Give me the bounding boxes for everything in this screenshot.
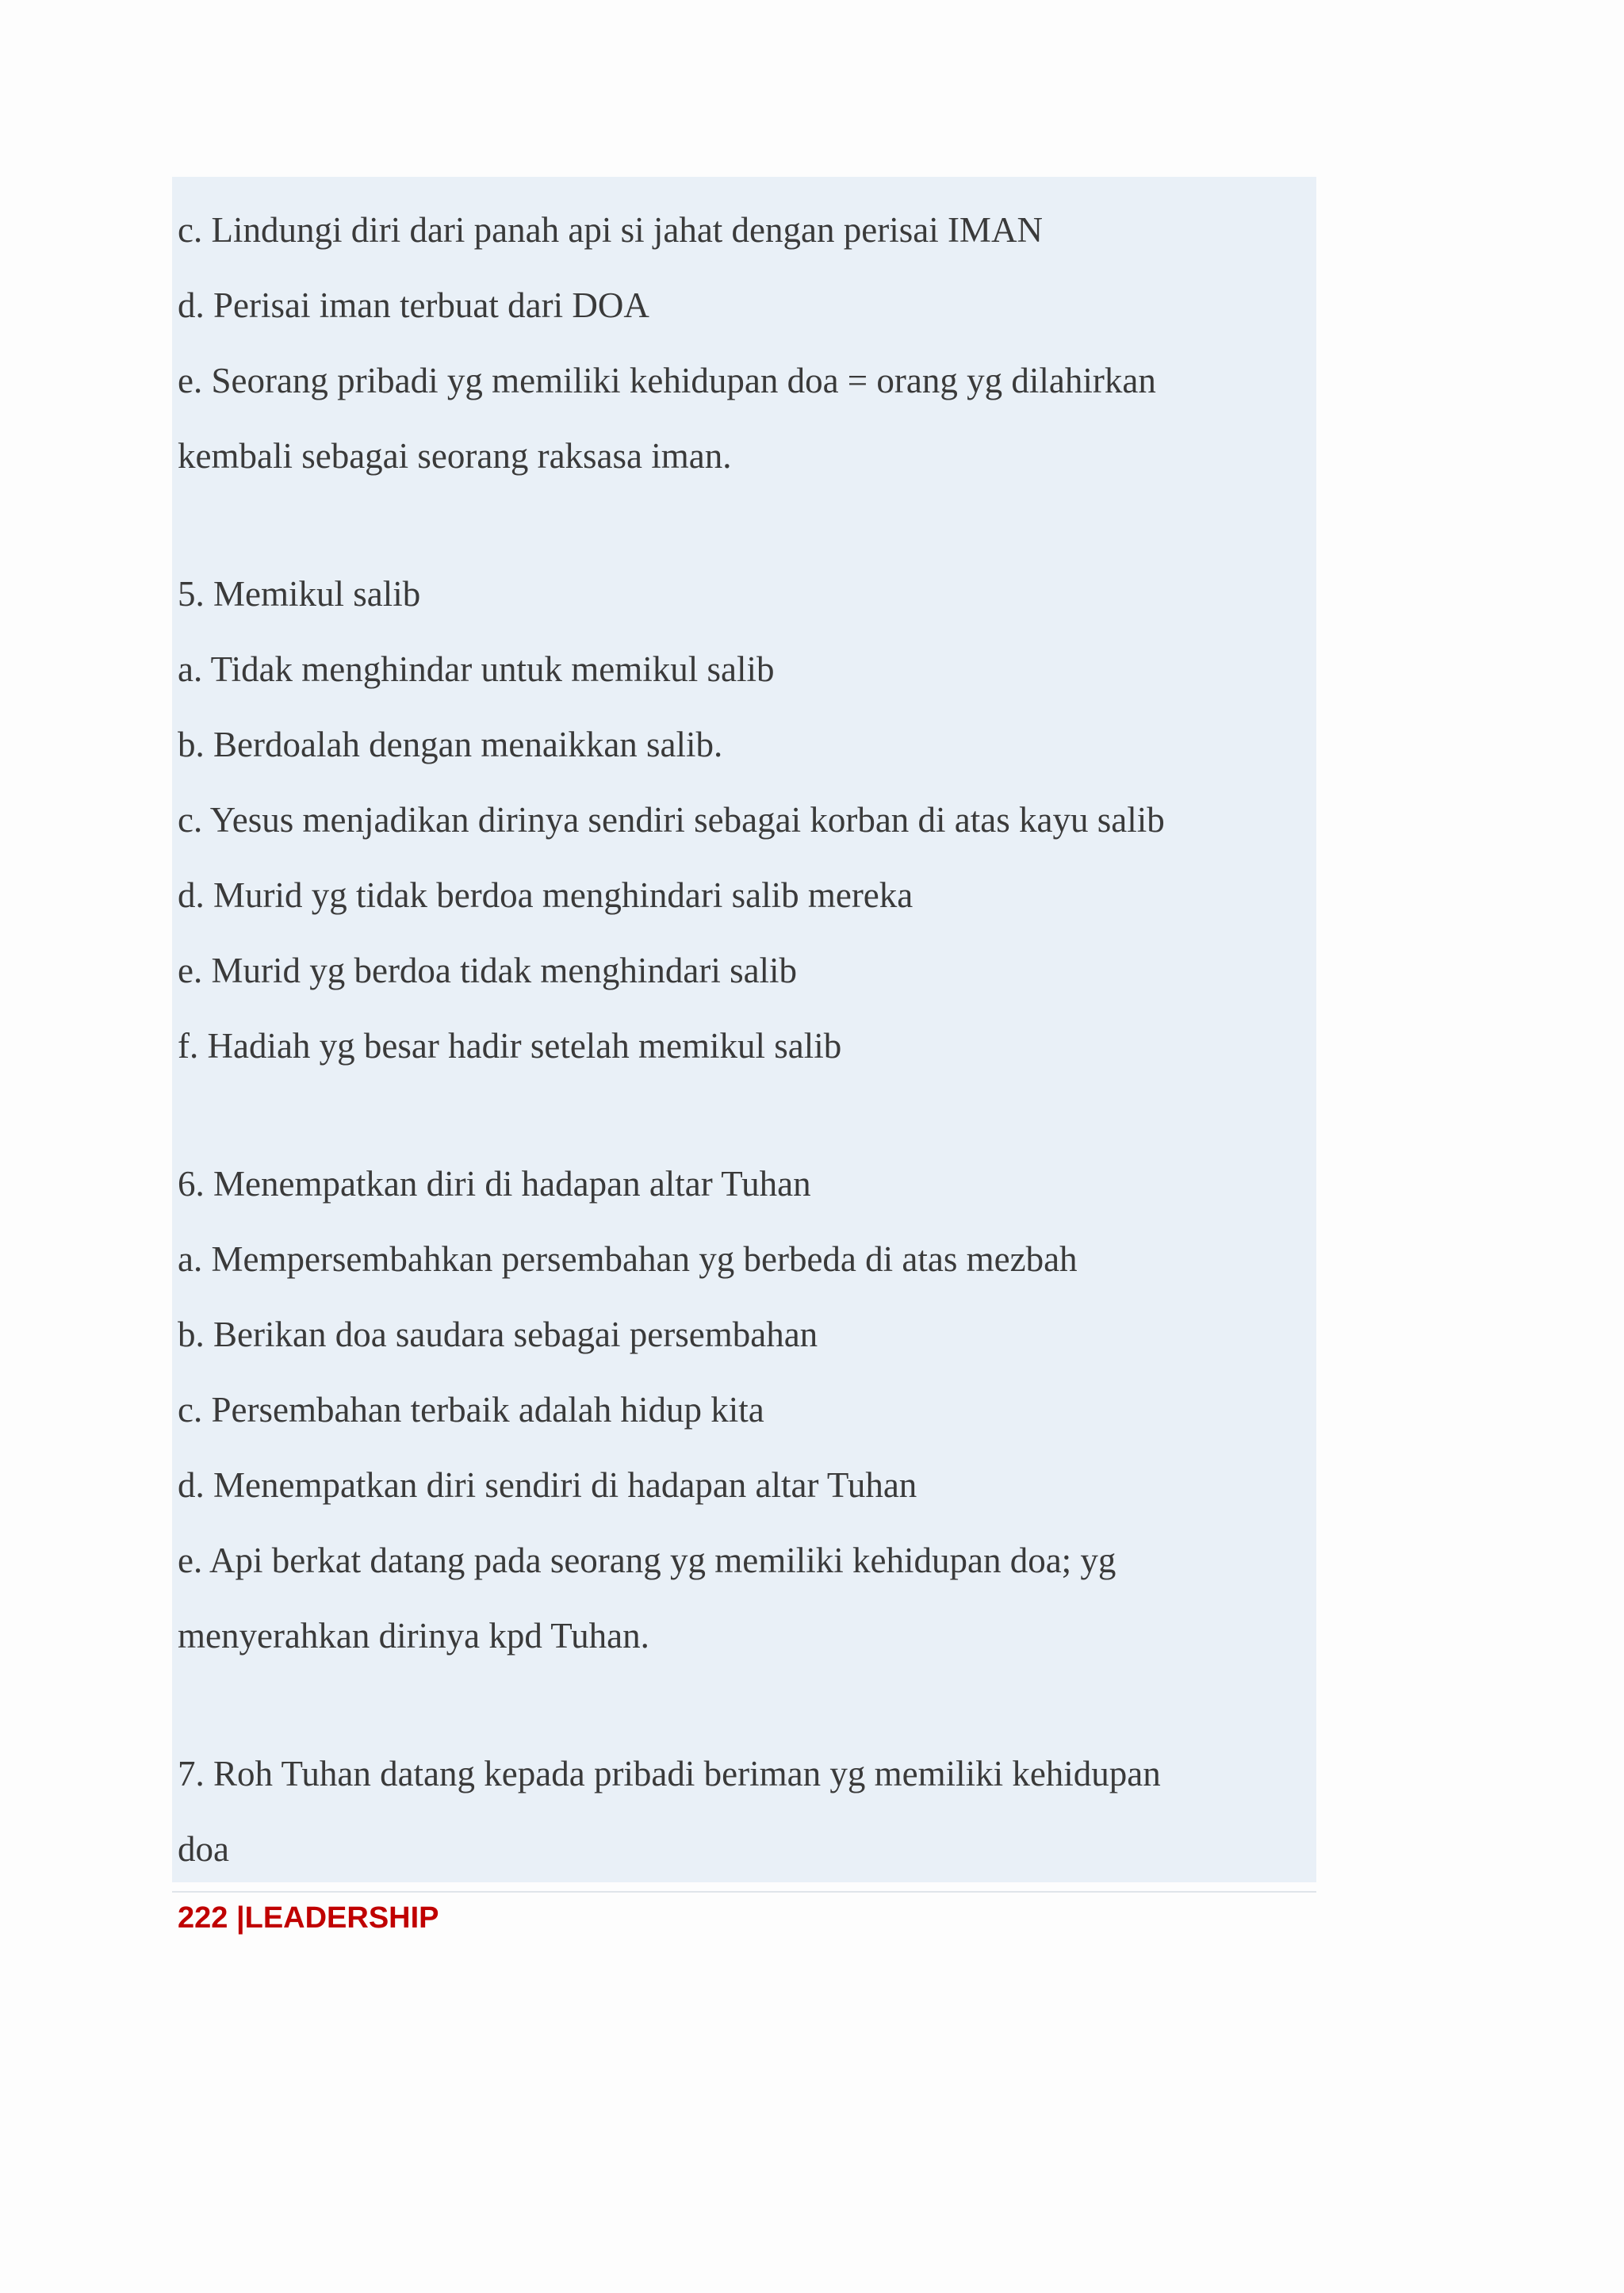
line-6a: a. Mempersembahkan persembahan yg berbeda di atas mezbah — [178, 1239, 1078, 1279]
footer-label: LEADERSHIP — [244, 1901, 439, 1935]
line-6d: d. Menempatkan diri sendiri di hadapan altar Tuhan — [178, 1465, 917, 1505]
line-6e: e. Api berkat datang pada seorang yg memiliki kehidupan doa; yg — [178, 1541, 1116, 1580]
heading-7-continuation: doa — [178, 1829, 229, 1869]
line-5c: c. Yesus menjadikan dirinya sendiri sebagai korban di atas kayu salib — [178, 800, 1165, 840]
page-footer — [178, 1899, 439, 1937]
line-5a: a. Tidak menghindar untuk memikul salib — [178, 649, 775, 689]
footer-separator: | — [236, 1901, 245, 1935]
line-6b: b. Berikan doa saudara sebagai persembahan — [178, 1315, 818, 1354]
heading-6-menempatkan-diri: 6. Menempatkan diri di hadapan altar Tuhan — [178, 1164, 811, 1204]
footer-divider — [172, 1891, 1316, 1893]
line-5f: f. Hadiah yg besar hadir setelah memikul salib — [178, 1026, 842, 1066]
line-5e: e. Murid yg berdoa tidak menghindari salib — [178, 951, 798, 990]
line-e-seorang: e. Seorang pribadi yg memiliki kehidupan doa = orang yg dilahirkan — [178, 361, 1156, 400]
heading-5-memikul-salib: 5. Memikul salib — [178, 574, 421, 614]
heading-7-roh-tuhan: 7. Roh Tuhan datang kepada pribadi beriman yg memiliki kehidupan — [178, 1754, 1161, 1793]
line-e-continuation: kembali sebagai seorang raksasa iman. — [178, 436, 732, 476]
line-5b: b. Berdoalah dengan menaikkan salib. — [178, 725, 723, 764]
line-c-lindungi: c. Lindungi diri dari panah api si jahat dengan perisai IMAN — [178, 210, 1043, 250]
line-5d: d. Murid yg tidak berdoa menghindari salib mereka — [178, 875, 914, 915]
line-6e-continuation: menyerahkan dirinya kpd Tuhan. — [178, 1616, 649, 1656]
page-number: 222 — [178, 1901, 228, 1935]
line-6c: c. Persembahan terbaik adalah hidup kita — [178, 1390, 764, 1430]
line-d-perisai: d. Perisai iman terbuat dari DOA — [178, 285, 649, 325]
